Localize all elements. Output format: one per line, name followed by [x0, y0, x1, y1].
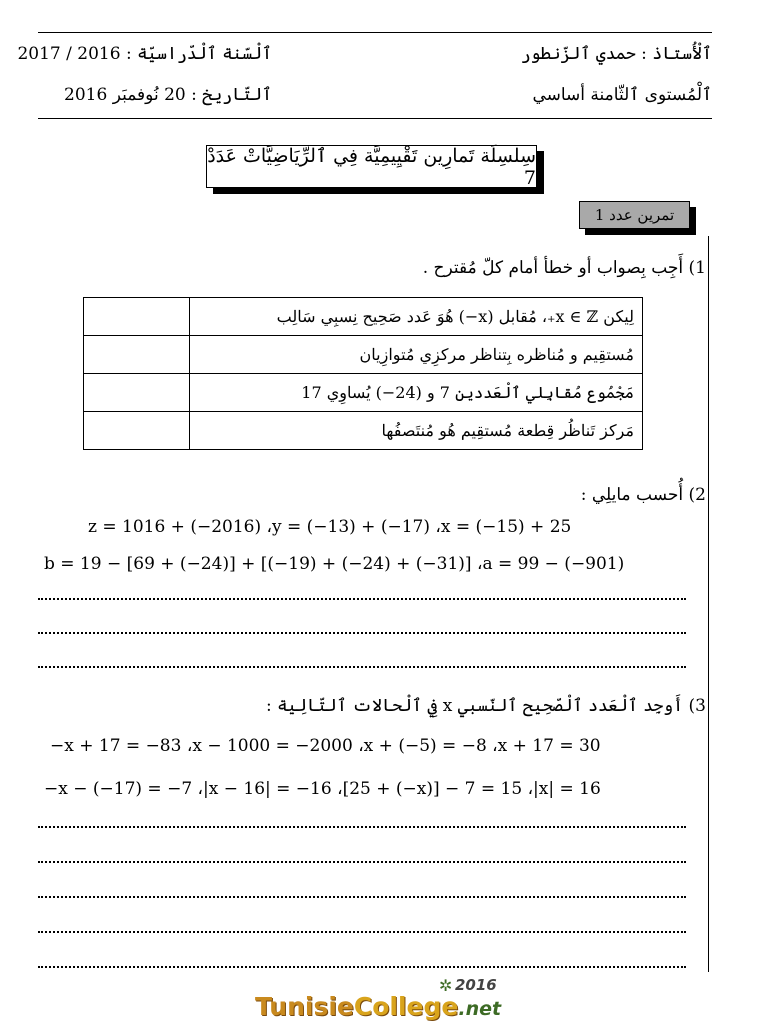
- statement-cell: مَجْمُوع مُقابِلي ٱلْعَددين 7 و (24−) يُساوِي 17: [190, 374, 643, 412]
- class-level: ٱلْمُستوى ٱلثّامنة أساسي: [532, 85, 712, 105]
- answer-line[interactable]: [38, 861, 686, 863]
- q2-expression-line-2: b = 19 − [69 + (−24)] + [(−19) + (−24) + (−31)] ،a = 99 − (−901): [44, 554, 625, 574]
- logo-part-2: College: [353, 992, 459, 1021]
- table-row: [84, 412, 643, 450]
- answer-cell[interactable]: [84, 298, 190, 336]
- page-title: سِلسِلَة تَمارِين تَقْيِيمِيَّة فِي ٱلرِّيَاضِيَّاتْ عَدَدْ 7: [207, 144, 536, 189]
- answer-line[interactable]: [38, 826, 686, 828]
- statement-cell: لِيكن x ∈ ℤ₊، مُقابل (x−) هُوَ عَدد صَحِيح نِسبِي سَالِب: [190, 298, 643, 336]
- question-2-prompt: 2) أُحسب مايلِي :: [580, 485, 706, 505]
- answer-line[interactable]: [38, 598, 686, 600]
- exercise-label: تمرين عدد 1: [579, 201, 690, 229]
- header-top-rule: [38, 32, 712, 33]
- answer-line[interactable]: [38, 966, 686, 968]
- site-logo: [255, 978, 525, 1024]
- statement-cell: مُستقِيم و مُناظره بِتناظر مركزِي مُتوازِيان: [190, 336, 643, 374]
- true-false-table: [83, 297, 643, 450]
- statement-cell: مَركز تَناظُر قِطعة مُستقِيم هُو مُنتَصفُها: [190, 412, 643, 450]
- logo-part-1: Tunisie: [255, 992, 354, 1021]
- school-year: ٱلْسّنة ٱلْدّراسيّة : 2016 / 2017: [17, 44, 272, 64]
- answer-cell[interactable]: [84, 412, 190, 450]
- answer-line[interactable]: [38, 666, 686, 668]
- table-row: [84, 336, 643, 374]
- margin-rule: [708, 236, 709, 972]
- q3-equation-line-1: −x + 17 = −83 ،x − 1000 = −2000 ،x + (−5) = −8 ،x + 17 = 30: [50, 736, 601, 756]
- q2-expression-line-1: z = 1016 + (−2016) ،y = (−13) + (−17) ،x = (−15) + 25: [88, 517, 572, 537]
- answer-cell[interactable]: [84, 336, 190, 374]
- answer-line[interactable]: [38, 632, 686, 634]
- teacher-name: ٱلْأُستاذ : حمدي ٱلزّنطور: [520, 44, 712, 64]
- answer-line[interactable]: [38, 931, 686, 933]
- table-row: [84, 374, 643, 412]
- answer-line[interactable]: [38, 896, 686, 898]
- exam-date: ٱلتّاريخ : 20 نُوفمبَر 2016: [64, 85, 272, 105]
- table-row: [84, 298, 643, 336]
- logo-year: 2016: [455, 976, 497, 994]
- q3-equation-line-2: −x − (−17) = −7 ،|x − 16| = −16 ،[25 + (−x)] − 7 = 15 ،|x| = 16: [44, 779, 601, 799]
- question-1-prompt: 1) أَجِب بِصواب أو خطأ أمام كلّ مُقترح .: [422, 258, 706, 278]
- answer-cell[interactable]: [84, 374, 190, 412]
- palm-icon: ✲: [439, 976, 453, 995]
- header-bottom-rule: [38, 118, 712, 119]
- question-3-prompt: 3) أَوجِد ٱلْعَدد ٱلْصّحِيح ٱلنّسبي x فِي ٱلْحالات ٱلتّالِية :: [265, 696, 706, 716]
- logo-suffix: .net: [458, 998, 502, 1020]
